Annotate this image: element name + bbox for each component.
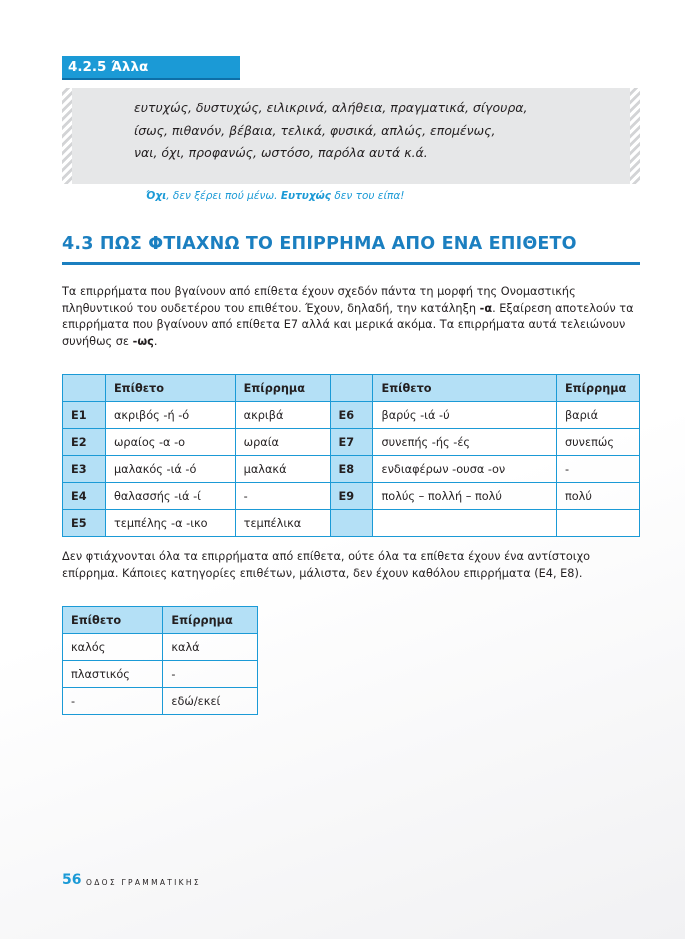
table-header-cell: Επίθετο bbox=[373, 375, 556, 402]
example-word-list bbox=[134, 97, 527, 165]
adverb-cell: συνεπώς bbox=[556, 429, 639, 456]
example-line: ναι, όχι, προφανώς, ωστόσο, παρόλα αυτά κ.ά. bbox=[134, 145, 428, 160]
category-cell: Ε9 bbox=[330, 483, 373, 510]
table-row bbox=[63, 483, 640, 510]
adjective-cell bbox=[373, 510, 556, 537]
adverb-cell: μαλακά bbox=[235, 456, 330, 483]
table-header-cell: Επίθετο bbox=[105, 375, 235, 402]
adverb-cell bbox=[556, 510, 639, 537]
table-row bbox=[63, 456, 640, 483]
table-row bbox=[63, 634, 258, 661]
section-heading-underline bbox=[62, 78, 240, 80]
example-keyword: Ευτυχώς bbox=[280, 190, 331, 202]
intro-text: Τα επιρρήματα που βγαίνουν από επίθετα έχουν σχεδόν πάντα τη μορφή της Ονομαστικής πληθυντικού του ουδετέρου του επιθέτου. Έχουν, δηλαδή, την κατάληξη bbox=[62, 285, 576, 315]
category-cell: Ε8 bbox=[330, 456, 373, 483]
table-row bbox=[63, 661, 258, 688]
adjective-adverb-table bbox=[62, 374, 640, 537]
section-title-4-3: 4.3 ΠΩΣ ΦΤΙΑΧΝΩ ΤΟ ΕΠΙΡΡΗΜΑ ΑΠΟ ΕΝΑ ΕΠΙΘΕΤΟ bbox=[62, 234, 577, 254]
intro-text: . Εξαίρεση αποτελούν τα επιρρήματα που βγαίνουν από επίθετα Ε7 αλλά και μερικά ακόμα. Τα επιρρήματα αυτά τελειώνουν συνήθως σε bbox=[62, 301, 634, 348]
example-text: , δεν ξέρει πού μένω. bbox=[166, 190, 281, 202]
adjective-cell: πλαστικός bbox=[63, 661, 163, 688]
adjective-cell: πολύς – πολλή – πολύ bbox=[373, 483, 556, 510]
adverb-cell: εδώ/εκεί bbox=[163, 688, 258, 715]
table-header-cell: Επίρρημα bbox=[235, 375, 330, 402]
page-number: 56 bbox=[62, 872, 82, 888]
intro-ending-os: -ως bbox=[132, 334, 154, 348]
table-row bbox=[63, 510, 640, 537]
adjective-cell: ωραίος -α -ο bbox=[105, 429, 235, 456]
adverb-cell: - bbox=[556, 456, 639, 483]
adverb-cell: - bbox=[163, 661, 258, 688]
example-sentence bbox=[146, 190, 404, 202]
adjective-cell: ενδιαφέρων -ουσα -ον bbox=[373, 456, 556, 483]
adverb-cell: πολύ bbox=[556, 483, 639, 510]
example-line: ευτυχώς, δυστυχώς, ειλικρινά, αλήθεια, πραγματικά, σίγουρα, bbox=[134, 100, 528, 115]
adjective-cell: συνεπής -ής -ές bbox=[373, 429, 556, 456]
table-header-cell bbox=[330, 375, 373, 402]
section-heading-4-2-5: 4.2.5 Άλλα bbox=[62, 56, 240, 78]
category-cell: Ε7 bbox=[330, 429, 373, 456]
category-cell: Ε4 bbox=[63, 483, 106, 510]
intro-text: . bbox=[153, 334, 158, 348]
category-cell: Ε5 bbox=[63, 510, 106, 537]
adjective-cell: βαρύς -ιά -ύ bbox=[373, 402, 556, 429]
table-header-cell: Επίρρημα bbox=[163, 607, 258, 634]
note-paragraph: Δεν φτιάχνονται όλα τα επιρρήματα από επίθετα, ούτε όλα τα επίθετα έχουν ένα αντίστοιχο επίρρημα. Κάποιες κατηγορίες επιθέτων, μάλιστα, δεν έχουν καθόλου επιρρήματα (Ε4, Ε8). bbox=[62, 550, 591, 580]
adjective-cell: μαλακός -ιά -ό bbox=[105, 456, 235, 483]
category-cell: Ε2 bbox=[63, 429, 106, 456]
adjective-cell: - bbox=[63, 688, 163, 715]
table-header-cell: Επίρρημα bbox=[556, 375, 639, 402]
intro-ending-a: -α bbox=[479, 301, 493, 315]
adverb-cell: ωραία bbox=[235, 429, 330, 456]
table-row bbox=[63, 688, 258, 715]
adverb-cell: ακριβά bbox=[235, 402, 330, 429]
category-cell: Ε6 bbox=[330, 402, 373, 429]
category-cell: Ε3 bbox=[63, 456, 106, 483]
adjective-cell: ακριβός -ή -ό bbox=[105, 402, 235, 429]
example-line: ίσως, πιθανόν, βέβαια, τελικά, φυσικά, απλώς, επομένως, bbox=[134, 122, 496, 138]
adjective-cell: καλός bbox=[63, 634, 163, 661]
table-header-cell: Επίθετο bbox=[63, 607, 163, 634]
table-header-row bbox=[63, 607, 258, 634]
table-row bbox=[63, 402, 640, 429]
section-title-rule bbox=[62, 262, 640, 265]
adjective-cell: τεμπέλης -α -ικο bbox=[105, 510, 235, 537]
table-header-row bbox=[63, 375, 640, 402]
table-header-cell bbox=[63, 375, 106, 402]
example-keyword: Όχι bbox=[146, 190, 167, 202]
adverb-cell: - bbox=[235, 483, 330, 510]
exceptions-table bbox=[62, 606, 258, 715]
table-row bbox=[63, 429, 640, 456]
example-box-left-stripe bbox=[62, 88, 72, 184]
category-cell: Ε1 bbox=[63, 402, 106, 429]
intro-paragraph bbox=[62, 284, 642, 350]
category-cell bbox=[330, 510, 373, 537]
adverb-cell: βαριά bbox=[556, 402, 639, 429]
book-title: ΟΔΟΣ ΓΡΑΜΜΑΤΙΚΗΣ bbox=[86, 878, 201, 887]
example-text: δεν του είπα! bbox=[331, 190, 405, 202]
adjective-cell: θαλασσής -ιά -ί bbox=[105, 483, 235, 510]
adverb-cell: καλά bbox=[163, 634, 258, 661]
example-box bbox=[62, 88, 640, 184]
adverb-cell: τεμπέλικα bbox=[235, 510, 330, 537]
example-box-right-stripe bbox=[630, 88, 640, 184]
